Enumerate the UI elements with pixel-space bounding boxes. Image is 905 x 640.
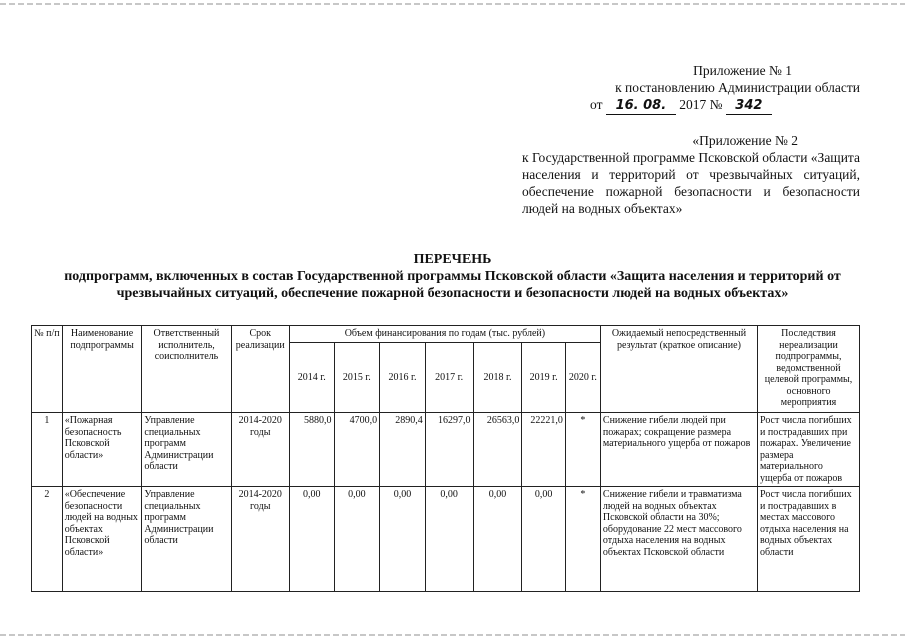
row-value-2017: 16297,0 (425, 413, 473, 487)
row-value-2018: 0,00 (473, 487, 522, 592)
scan-edge-bottom (0, 634, 905, 636)
row-value-2015: 4700,0 (334, 413, 380, 487)
row-num: 2 (32, 487, 63, 592)
header-responsible: Ответственный исполнитель, соисполнитель (142, 326, 231, 413)
header-year-2020: 2020 г. (565, 343, 600, 413)
row-responsible: Управление специальных программ Администрации области (142, 487, 231, 592)
handwritten-number: 342 (726, 97, 772, 115)
row-result: Снижение гибели людей при пожарах; сокращение размера материального ущерба от пожаров (600, 413, 757, 487)
appendix-1-date-line (520, 96, 860, 115)
row-result: Снижение гибели и травматизма людей на водных объектах Псковской области на 30%; оборудование 22 мест массового отдыха населения на водных объектах Псковской области (600, 487, 757, 592)
row-period: 2014-2020 годы (231, 487, 289, 592)
appendix-2-block (522, 132, 860, 217)
appendix-2-title: «Приложение № 2 (692, 133, 798, 148)
scan-edge-top (0, 3, 905, 5)
row-value-2020: * (565, 487, 600, 592)
table-row (32, 487, 860, 592)
handwritten-date: 16. 08. (606, 97, 676, 115)
header-name: Наименование подпрограммы (62, 326, 142, 413)
year-number-label: 2017 № (679, 97, 723, 112)
header-year-2018: 2018 г. (473, 343, 522, 413)
row-name: «Пожарная безопасность Псковской области» (62, 413, 142, 487)
row-value-2018: 26563,0 (473, 413, 522, 487)
from-label: от (590, 97, 603, 112)
document-heading (40, 251, 865, 302)
row-value-2019: 22221,0 (522, 413, 566, 487)
subprograms-table (31, 325, 860, 592)
header-year-2015: 2015 г. (334, 343, 380, 413)
header-funding: Объем финансирования по годам (тыс. рублей) (289, 326, 600, 343)
header-year-2019: 2019 г. (522, 343, 566, 413)
row-responsible: Управление специальных программ Администрации области (142, 413, 231, 487)
appendix-1-resolution: к постановлению Администрации области (615, 80, 860, 95)
header-num: № п/п (32, 326, 63, 413)
header-period: Срок реализации (231, 326, 289, 413)
row-value-2020: * (565, 413, 600, 487)
row-value-2016: 0,00 (380, 487, 426, 592)
row-value-2017: 0,00 (425, 487, 473, 592)
row-consequences: Рост числа погибших и пострадавших при пожарах. Увеличение размера материального ущерба от пожаров (758, 413, 860, 487)
row-consequences: Рост числа погибших и пострадавших в местах массового отдыха населения на водных объектах области (758, 487, 860, 592)
row-period: 2014-2020 годы (231, 413, 289, 487)
row-value-2014: 5880,0 (289, 413, 334, 487)
header-consequences: Последствия нереализации подпрограммы, ведомственной целевой программы, основного мероприятия (758, 326, 860, 413)
row-num: 1 (32, 413, 63, 487)
row-value-2014: 0,00 (289, 487, 334, 592)
appendix-1-block (520, 62, 860, 115)
heading-title: ПЕРЕЧЕНЬ (413, 252, 492, 267)
header-year-2014: 2014 г. (289, 343, 334, 413)
header-year-2016: 2016 г. (380, 343, 426, 413)
row-value-2016: 2890,4 (380, 413, 426, 487)
appendix-2-body: к Государственной программе Псковской области «Защита населения и территорий от чрезвычайных ситуаций, обеспечение пожарной безопасности и безопасности людей на водных объектах» (522, 150, 860, 216)
table-row (32, 413, 860, 487)
heading-subtitle: подпрограмм, включенных в состав Государственной программы Псковской области «Защита населения и территорий от чрезвычайных ситуаций, обеспечение пожарной безопасности и безопасности людей на водных объектах» (64, 269, 841, 301)
header-result: Ожидаемый непосредственный результат (краткое описание) (600, 326, 757, 413)
row-value-2015: 0,00 (334, 487, 380, 592)
appendix-1-title: Приложение № 1 (693, 63, 792, 78)
row-name: «Обеспечение безопасности людей на водных объектах Псковской области» (62, 487, 142, 592)
header-year-2017: 2017 г. (425, 343, 473, 413)
row-value-2019: 0,00 (522, 487, 566, 592)
